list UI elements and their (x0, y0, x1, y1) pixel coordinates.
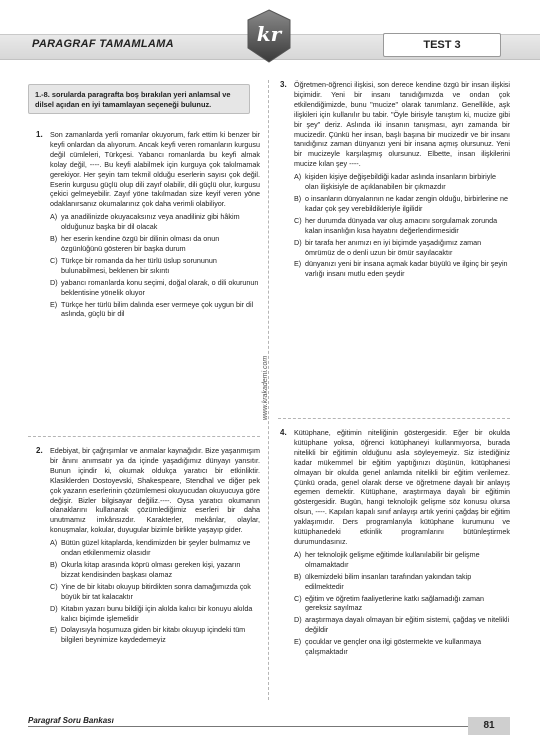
footer-rule (28, 726, 472, 727)
question-separator (278, 418, 510, 419)
page-header (0, 0, 540, 74)
option-e[interactable]: E) çocuklar ve gençler ona ilgi göstermekte ve kullanmaya çalışmaktadır (294, 637, 482, 657)
option-a[interactable]: A) her teknolojik gelişme eğitimde kullanılabilir bir gelişme olmamaktadır (294, 549, 480, 569)
question-3 (280, 80, 510, 281)
question-number: 3. (280, 80, 287, 89)
option-e[interactable]: E) Türkçe her türlü bilim dalında eser vermeye çok uygun bir dil aslında, güçlü bir dil (50, 299, 254, 319)
question-1 (36, 130, 260, 321)
question-text: Öğretmen-öğrenci ilişkisi, son derece kendine özgü bir insan ilişkisi biçimidir. Yeni bir insanı tanıdığımızda ve ondan çok etkilendiğimizde, bunu "mucize" olarak tanımlarız. Genellikle, aşk ilişkileri için kullanılır bu tabir. "Öyle birisyle tanıştım ki, mucize gibi bir şey" deriz. Aslında iki insanın tanışması, ayrı zamanda bir mucizedir. Çünkü her insan, başlı başına bir mucizedir ve bir insanı tanıdığınız zaman dünyanızı yeni bir insana açmış olursunuz. Yeni bir mucizeyle karşılaşmış olursunuz. Elbette, insan ilişkilerini mucize kılan şey ----. (294, 80, 510, 169)
option-b[interactable]: B) her eserin kendine özgü bir dilinin olması da onun özgünlüğünü gösteren bir başka durum (50, 234, 220, 253)
option-c[interactable]: C) her durumda dünyada var oluş amacını sorgulamak zorunda kalan insanlığın kısa hayatını değerlendirmesidir (294, 215, 498, 235)
option-list (50, 212, 260, 319)
option-d[interactable]: D) bir tarafa her anımızı en iyi biçimde yaşadığımız zaman ömrümüz de o denli uzun bir ömür sayılacaktır (294, 237, 482, 257)
option-e[interactable]: E) Dolayısıyla hoşumuza giden bir kitabı okuyup içindeki tüm bilgileri beynimize kaydedemeyiz (50, 625, 246, 645)
option-list (50, 538, 260, 645)
question-text: Kütüphane, eğitimin niteliğinin göstergesidir. Eğer bir okulda kütüphane yoksa, öğrenci kütüphaneyi kullanmıyorsa, burada nitelikli bir eğitimin olduğunu asla söyleyemeyiz. Siz istediğiniz kadar mükemmel bir eğitim yaptığınızı düşünün, kütüphanesi olmayan bir okulda genel anlamda nitelikli bir eğitim verilemez. Çünkü orada, genel olarak derse ve öğretmene dayalı bir anlayış egemen demektir. Kütüphane, araştırmaya dayalı bir eğitimin göstergesidir. Bugün, hangi teknolojik gelişme söz konusu olursa olsun, ----. Kapıları kapalı sınıf anlayışı artık yerini çağdaş bir eğitim yaklaşımıdır. Ders programlarıyla kütüphane kurumunu ve kütüphanedeki etkinlik programlarını bütünleştirmek durumundasınız. (294, 428, 510, 546)
option-b[interactable]: B) o insanların dünyalarının ne kadar zengin olduğu, birbirlerine ne kadar çok şey verebildikleriyle ilgilidir (294, 193, 508, 213)
option-c[interactable]: C) eğitim ve öğretim faaliyetlerine katkı sağlamadığı zaman gereksiz sayılmaz (294, 593, 484, 613)
page-number: 81 (468, 717, 510, 735)
question-separator (28, 436, 260, 437)
option-c[interactable]: C) Yine de bir kitabı okuyup bitirdikten sonra damağımızda çok büyük bir tat kalacaktır (50, 581, 251, 601)
test-label: TEST 3 (383, 33, 501, 57)
option-b[interactable]: B) ülkemizdeki bilim insanları tarafından yakından takip edilmektedir (294, 571, 472, 591)
question-text: Edebiyat, bir çağrışımlar ve anmalar kaynağıdır. Bize yaşanmışım bir ânını anımsatır ya da içinde yaşadığımız dünyayı yansıtır. Bunun içindir ki, okumak oldukça yaratıcı bir etkinliktir. Klasiklerden Dostoyevski, Shakespeare, Stendhal ve diğer pek çok yazarın eserlerinin çözümlemesi okuyucudan okuyucuya göre değişir. Bizler bilgisayar değiliz.----. Oysa yaratıcı okumanın olanaklarını kullanarak çözümlediğimiz eserleri bir daha unutmamız imkânsızdır. Karakterler, mekânlar, olaylar, konuşmalar, kokular, duyugular bizimle birlikte yaşayıp gider. (50, 446, 260, 535)
question-2 (36, 446, 260, 647)
question-number: 1. (36, 130, 43, 139)
option-a[interactable]: A) Bütün güzel kitaplarda, kendimizden bir şeyler bulmamız ve ondan etkilenmemiz olasıdır (50, 538, 251, 558)
question-4 (280, 428, 510, 659)
question-text: Son zamanlarda yerli romanlar okuyorum, fark ettim ki benzer bir keyfi onlardan da alıyorum. Ancak keyfi veren romanların kurgusu değil cümleleri, Türkçesi. Yabancı romanlarda bu keyfi almak kolay değil, ----. Bu keyfi alabilmek için kurguya çok takılmamak gerekiyor. Her şeyin tam tekmil olduğu eserlerin sayısı çok değil. Eserin kurgusu güçlü olup dili zayıf olabilir, dili güçlü olur, kurgusu çekici gelmeyebilir. Zayıf yöne takılmadan size keyif veren yöne odaklanırsanız okumalarınız çok daha verimli olabiliyor. (50, 130, 260, 209)
book-title: Paragraf Soru Bankası (28, 716, 118, 725)
section-title: PARAGRAF TAMAMLAMA (32, 38, 174, 50)
page-footer (0, 716, 540, 738)
instruction-box: 1.-8. sorularda paragrafta boş bırakılan yeri anlamsal ve dilsel açıdan en iyi tamamlayan seçeneği bulunuz. (28, 84, 250, 114)
option-d[interactable]: D) yabancı romanlarda konu seçimi, doğal olarak, o dili okurunun beklentisine yönelik oluyor (50, 277, 259, 297)
watermark: www.krakademi.com (262, 355, 269, 420)
option-list (294, 550, 510, 657)
logo-letters: kr (256, 22, 282, 46)
option-e[interactable]: E) dünyanızı yeni bir insana açmak kadar büyülü ve ilginç bir şeyin varlığı insanı mutlu eden şeydir (294, 259, 508, 279)
question-number: 4. (280, 428, 287, 437)
option-b[interactable]: B) Okurla kitap arasında köprü olması gereken kişi, yazarın bizzat kendisinden başkası olamaz (50, 559, 241, 579)
question-number: 2. (36, 446, 43, 455)
option-c[interactable]: C) Türkçe bir romanda da her türlü üslup sorununun bulunabilmesi, beklenen bir sıkıntı (50, 255, 217, 275)
option-a[interactable]: A) ya anadilinizde okuyacaksınız veya anadiliniz gibi hâkim olduğunuz başka bir dil olacak (50, 212, 240, 232)
publisher-logo (244, 8, 294, 64)
option-d[interactable]: D) Kitabın yazarı bunu bildiği için akılda kalıcı bir konuyu akılda kalıcı biçimde işlemelidir (50, 603, 253, 623)
option-a[interactable]: A) kişiden kişiye değişebildiği kadar aslında insanların birbiriyle olan ilişkisiyle de açıklanabilen bir çıkmazdır (294, 172, 496, 192)
option-d[interactable]: D) araştırmaya dayalı olmayan bir eğitim sistemi, çağdaş ve nitelikli değildir (294, 615, 510, 635)
option-list (294, 172, 510, 279)
